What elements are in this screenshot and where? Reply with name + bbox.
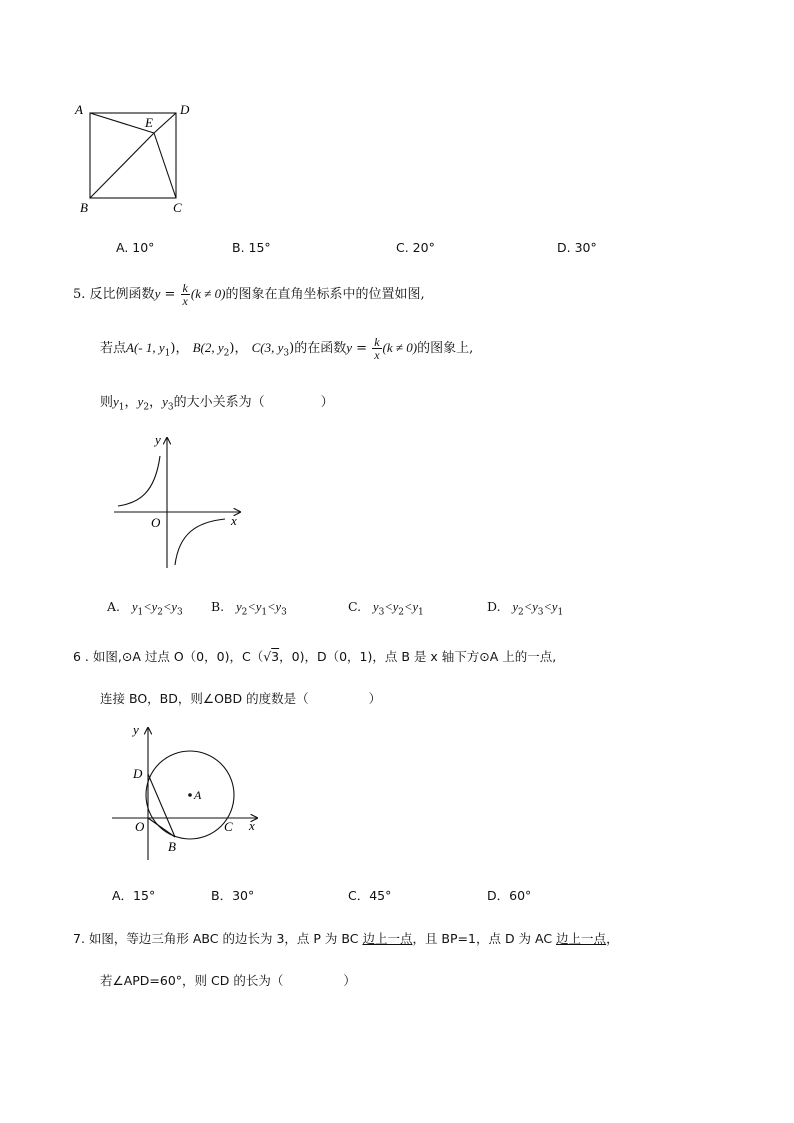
sqrt-3: 3	[271, 649, 280, 664]
point-b: B(2, y	[192, 340, 224, 355]
q4-option-a: A. 10°	[116, 240, 155, 255]
y2: y	[137, 394, 144, 409]
paren: )	[170, 341, 176, 356]
q4-option-b: B. 15°	[232, 240, 271, 255]
point-c: C(3, y	[251, 340, 284, 355]
q5-option-a: A. $y_1<y_2<y_3$	[107, 599, 183, 618]
q5-paren-close: ）	[320, 395, 334, 410]
sub-3: 3	[283, 348, 290, 359]
q6-option-a: A．15°	[112, 888, 156, 903]
q5-option-d: D. $y_2<y_3<y_1$	[487, 599, 564, 618]
q6-line1d: A 上的一点,	[489, 649, 557, 664]
sep: ，	[175, 341, 189, 356]
x-axis-label: x	[249, 818, 255, 833]
segment-de	[154, 113, 176, 133]
sqrt-icon: √	[263, 649, 272, 664]
fraction-k-over-x	[181, 282, 190, 307]
q4-option-d: D. 30°	[557, 240, 597, 255]
label-o: O	[135, 819, 145, 834]
label-c: C	[173, 200, 182, 215]
sub-3: 3	[167, 402, 174, 413]
q5-line-1	[73, 282, 425, 307]
q5-option-b: B. $y_2<y_1<y_3$	[211, 599, 287, 618]
q5-line3-pre: 则	[100, 395, 114, 410]
circle-dot-icon: ⊙	[121, 649, 133, 664]
q6-line1c: ，0)，D（0，1)，点 B 是 x 轴下方	[279, 649, 480, 664]
segment-ce	[154, 133, 176, 198]
q6-line-2	[100, 689, 381, 707]
origin-label: O	[151, 515, 161, 530]
q5-eq: =	[164, 287, 176, 302]
square-figure	[70, 98, 200, 218]
y1: y	[113, 394, 119, 409]
q5-line2-post: 的图象上,	[417, 341, 474, 356]
x-axis-label: x	[231, 513, 237, 528]
q6-option-b: B．30°	[211, 888, 255, 903]
q7-line-1	[73, 929, 619, 947]
q6-line2a: 连接 BO，BD，则∠OBD 的度数是（	[100, 691, 309, 706]
q6-line-1	[73, 647, 556, 665]
q7-line1e: ，	[606, 931, 619, 946]
fraction-k-over-x-2	[372, 336, 381, 361]
segment-be	[90, 133, 154, 198]
q5-cond: (k ≠ 0)	[190, 286, 226, 301]
sub-2: 2	[223, 348, 230, 359]
y-axis-label: y	[155, 432, 161, 447]
label-d: D	[180, 102, 190, 117]
q6-option-c: C．45°	[348, 888, 392, 903]
q5-line-3	[100, 391, 334, 413]
q5-line2-pre: 若点	[100, 341, 127, 356]
q5-line2-mid: 的在函数	[294, 341, 347, 356]
hyperbola-branch-right	[175, 519, 225, 565]
q6-line2b: ）	[368, 691, 382, 706]
q5-eq2: =	[356, 341, 368, 356]
y3: y	[162, 394, 168, 409]
sep: ，	[234, 341, 248, 356]
frac-den: x	[374, 348, 380, 362]
q5-y2: y	[346, 340, 353, 355]
q7-line2a: 若∠APD=60°，则 CD 的长为（	[100, 973, 284, 988]
frac-num: k	[182, 281, 188, 295]
paren: )	[289, 341, 295, 356]
circle-figure	[112, 720, 272, 865]
q6-line1b: A 过点 O（0，0)，C（	[132, 649, 264, 664]
q4-option-c: C. 20°	[396, 240, 435, 255]
q5-line3-post: 的大小关系为（	[173, 395, 265, 410]
frac-den: x	[182, 294, 188, 308]
y-axis-label: y	[133, 722, 139, 737]
q5-number: 5.	[73, 287, 86, 302]
q6-line1a: 6 . 如图,	[73, 649, 122, 664]
q5-y: y	[154, 286, 161, 301]
hyperbola-graph	[104, 428, 254, 573]
q5-line-2	[100, 336, 473, 361]
sub-2: 2	[143, 402, 150, 413]
label-e: E	[145, 115, 153, 130]
label-d: D	[133, 766, 143, 781]
q5-line1-pre: 反比例函数	[89, 287, 155, 302]
circle-dot-icon: ⊙	[479, 649, 490, 664]
label-a: A	[194, 788, 202, 802]
label-b: B	[80, 200, 88, 215]
label-c: C	[224, 819, 233, 834]
q7-underlined-2: 边上一点	[556, 931, 607, 946]
q7-underlined-1: 边上一点	[362, 931, 413, 946]
point-a: A(- 1, y	[126, 340, 165, 355]
center-a-dot	[188, 793, 192, 797]
q5-option-c: C. $y_3<y_2<y_1$	[348, 599, 424, 618]
q7-line-2	[100, 971, 356, 989]
q7-line2b: ）	[343, 973, 356, 988]
paren: )	[229, 341, 235, 356]
q5-line1-post: 的图象在直角坐标系中的位置如图,	[225, 287, 425, 302]
label-b: B	[168, 839, 176, 854]
q6-option-d: D．60°	[487, 888, 532, 903]
sub-1: 1	[118, 402, 125, 413]
hyperbola-branch-left	[118, 456, 160, 506]
q7-line1a: 7. 如图，等边三角形 ABC 的边长为 3，点 P 为 BC	[73, 931, 363, 946]
frac-num: k	[374, 335, 380, 349]
sub-1: 1	[164, 348, 171, 359]
q7-line1c: ，且 BP=1，点 D 为 AC	[412, 931, 557, 946]
q5-cond2: (k ≠ 0)	[382, 340, 418, 355]
sep: ，	[149, 395, 163, 410]
sep: ，	[124, 395, 138, 410]
label-a: A	[75, 102, 83, 117]
